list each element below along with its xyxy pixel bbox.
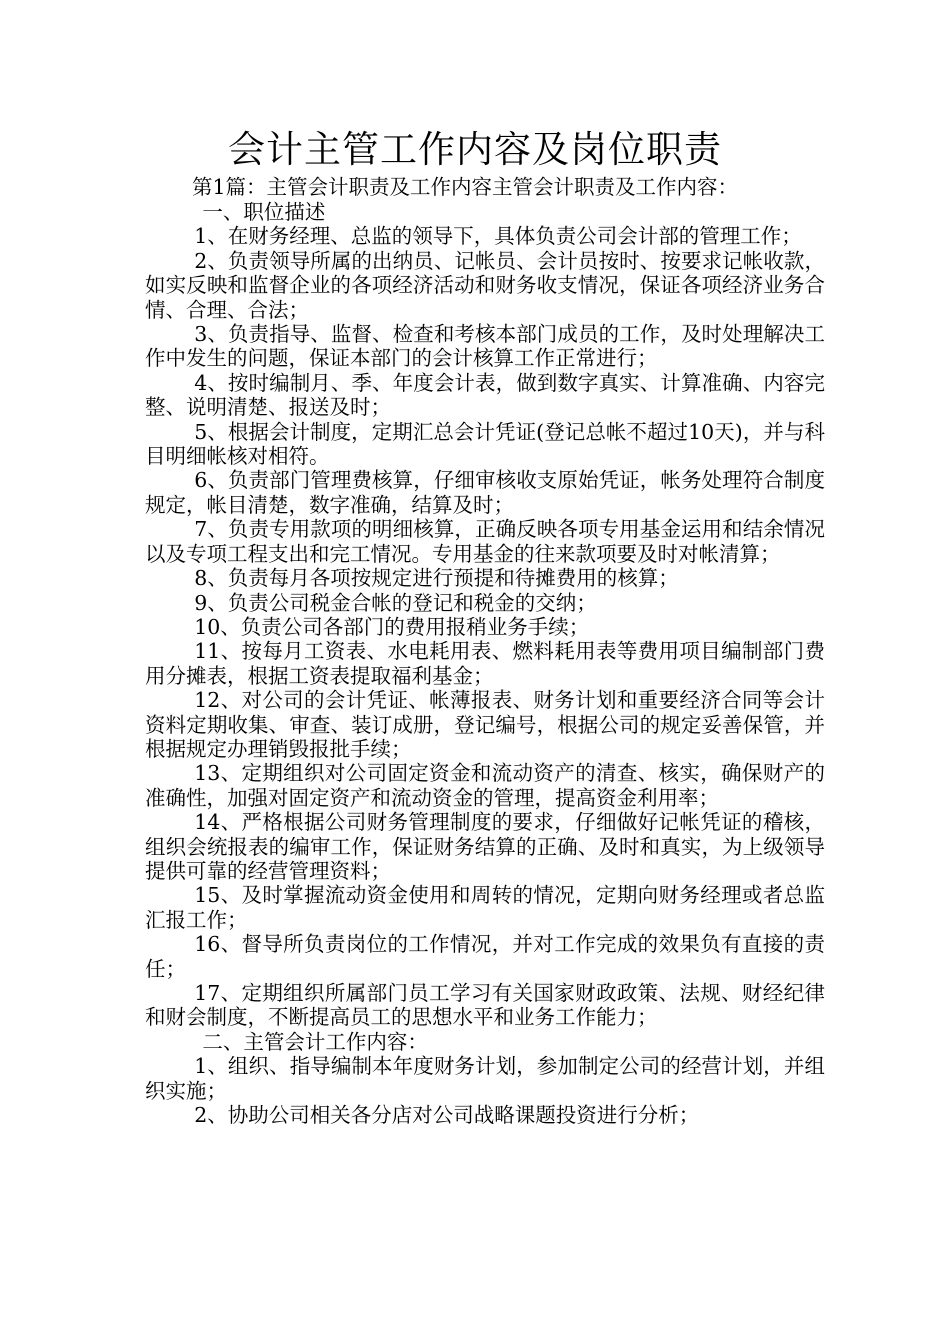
body-paragraph: 17、定期组织所属部门员工学习有关国家财政政策、法规、财经纪律和财会制度，不断提高员工的思想水平和业务工作能力； [145,981,825,1030]
body-paragraph: 2、负责领导所属的出纳员、记帐员、会计员按时、按要求记帐收款，如实反映和监督企业的各项经济活动和财务收支情况，保证各项经济业务合情、合理、合法； [145,248,825,322]
body-paragraph: 8、负责每月各项按规定进行预提和待摊费用的核算； [194,566,679,591]
body-paragraph: 1、组织、指导编制本年度财务计划，参加制定公司的经营计划，并组织实施； [145,1054,825,1103]
body-paragraph: 11、按每月工资表、水电耗用表、燃料耗用表等费用项目编制部门费用分摊表，根据工资表提取福利基金； [145,639,825,688]
body-paragraph: 2、协助公司相关各分店对公司战略课题投资进行分析； [194,1103,700,1128]
body-paragraph: 16、督导所负责岗位的工作情况，并对工作完成的效果负有直接的责任； [145,932,825,981]
body-paragraph: 1、在财务经理、总监的领导下，具体负责公司会计部的管理工作； [194,224,802,249]
body-paragraph: 13、定期组织对公司固定资金和流动资产的清查、核实，确保财产的准确性，加强对固定资产和流动资金的管理，提高资金利用率； [145,761,825,810]
body-paragraph: 6、负责部门管理费核算，仔细审核收支原始凭证，帐务处理符合制度规定，帐目清楚，数字准确，结算及时； [145,468,825,517]
document-body [145,200,825,1127]
document-title: 会计主管工作内容及岗位职责 [228,128,722,171]
section-heading: 二、主管会计工作内容： [202,1029,428,1054]
body-paragraph: 7、负责专用款项的明细核算，正确反映各项专用基金运用和结余情况以及专项工程支出和完工情况。专用基金的往来款项要及时对帐清算； [145,517,825,566]
body-paragraph: 4、按时编制月、季、年度会计表，做到数字真实、计算准确、内容完整、说明清楚、报送及时； [145,370,825,420]
section-heading: 一、职位描述 [202,200,326,224]
body-paragraph: 10、负责公司各部门的费用报稍业务手续； [194,614,590,639]
document-subtitle: 第1篇：主管会计职责及工作内容主管会计职责及工作内容： [192,175,739,199]
body-paragraph: 14、严格根据公司财务管理制度的要求，仔细做好记帐凭证的稽核，组织会统报表的编审工作，保证财务结算的正确、及时和真实，为上级领导提供可靠的经营管理资料； [145,810,825,883]
body-paragraph: 9、负责公司税金合帐的登记和税金的交纳； [194,590,597,615]
body-paragraph: 5、根据会计制度，定期汇总会计凭证(登记总帐不超过10天)，并与科目明细帐核对相符。 [145,419,825,469]
body-paragraph: 12、对公司的会计凭证、帐薄报表、财务计划和重要经济合同等会计资料定期收集、审查、装订成册，登记编号，根据公司的规定妥善保管，并根据规定办理销毁报批手续； [145,688,825,761]
body-paragraph: 15、及时掌握流动资金使用和周转的情况，定期向财务经理或者总监汇报工作； [145,883,825,932]
body-paragraph: 3、负责指导、监督、检查和考核本部门成员的工作，及时处理解决工作中发生的问题，保证本部门的会计核算工作正常进行； [145,322,825,371]
